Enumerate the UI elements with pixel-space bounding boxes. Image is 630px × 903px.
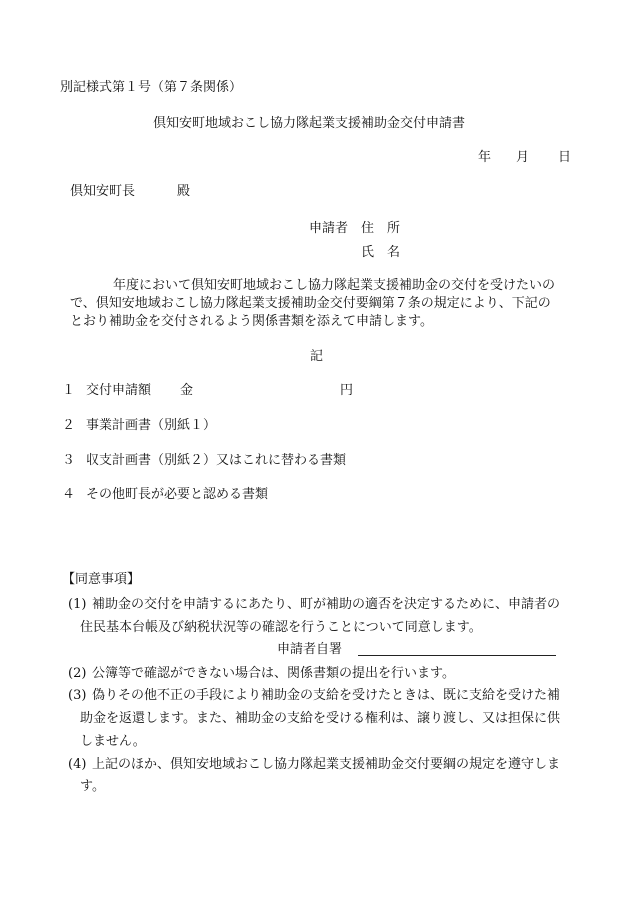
body-line: で、倶知安地域おこし協力隊起業支援補助金交付要綱第７条の規定により、下記の	[70, 296, 551, 311]
item-number: ２	[62, 418, 76, 433]
consent-number: (3)	[68, 688, 87, 703]
item-text: その他町長が必要と認める書類	[86, 487, 269, 502]
consent-heading: 【同意事項】	[62, 572, 141, 587]
date-day: 日	[558, 150, 572, 165]
body-line: とおり補助金を交付されるよう関係書類を添えて申請します。	[70, 314, 433, 329]
consent-text: 上記のほか、倶知安地域おこし協力隊起業支援補助金交付要綱の規定を遵守しま	[92, 757, 561, 772]
applicant-label: 申請者	[309, 221, 349, 236]
consent-text: しません。	[80, 734, 146, 749]
form-number: 別記様式第１号（第７条関係）	[60, 80, 243, 95]
item-number: ３	[62, 453, 76, 468]
consent-number: (2)	[68, 666, 87, 681]
consent-text: 補助金の交付を申請するにあたり、町が補助の適否を決定するために、申請者の	[92, 597, 561, 612]
kin-label: 金	[180, 383, 194, 398]
signature-label: 申請者自署	[277, 642, 343, 657]
item-text: 収支計画書（別紙２）又はこれに替わる書類	[86, 453, 347, 468]
consent-text: 公簿等で確認ができない場合は、関係書類の提出を行います。	[92, 666, 455, 681]
yen-label: 円	[340, 383, 354, 398]
item-number: １	[62, 383, 76, 398]
consent-text: 住民基本台帳及び納税状況等の確認を行うことについて同意します。	[80, 620, 482, 635]
document-title: 倶知安町地域おこし協力隊起業支援補助金交付申請書	[153, 116, 466, 131]
consent-text: 助金を返還します。また、補助金の支給を受ける権利は、譲り渡し、又は担保に供	[80, 711, 560, 726]
ki-heading: 記	[310, 349, 324, 364]
item-number: ４	[62, 487, 76, 502]
consent-number: (4)	[68, 757, 87, 772]
consent-number: (1)	[68, 597, 87, 612]
item-text: 交付申請額	[86, 383, 152, 398]
item-text: 事業計画書（別紙１）	[86, 418, 217, 433]
addressee: 倶知安町長	[70, 184, 136, 199]
name-label: 氏 名	[361, 245, 401, 260]
date-month: 月	[516, 150, 530, 165]
body-line: 年度において倶知安町地域おこし協力隊起業支援補助金の交付を受けたいの	[113, 278, 556, 293]
consent-text: す。	[80, 779, 105, 794]
address-label: 住 所	[361, 221, 401, 236]
consent-text: 偽りその他不正の手段により補助金の支給を受けたときは、既に支給を受けた補	[92, 688, 561, 703]
honorific: 殿	[177, 184, 191, 199]
date-year: 年	[478, 150, 492, 165]
signature-line[interactable]	[358, 655, 556, 656]
